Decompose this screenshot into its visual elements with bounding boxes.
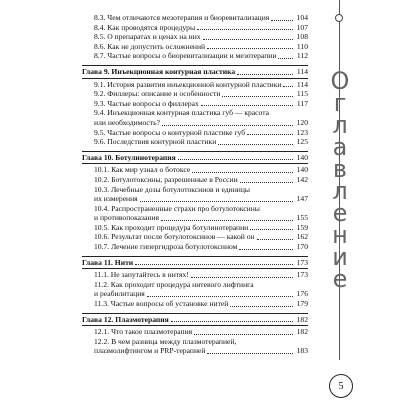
toc-dot-leader (237, 74, 293, 75)
toc-entry-title: 10.5. Как проходит процедура ботулинотерапии (94, 222, 249, 232)
toc-entry-title: 10.6. Результат после ботулотоксинов — какой он (94, 232, 255, 242)
toc-dot-leader (197, 29, 293, 30)
toc-entry-title: 9.4. Инъекционная контурная пластика губ — красота (94, 108, 270, 118)
toc-section-entry[interactable] (82, 204, 308, 223)
toc-entry-title: 9.3. Частые вопросы о филлерах (94, 98, 199, 108)
toc-section-entry[interactable] (82, 128, 308, 138)
chapter-rule (82, 256, 308, 257)
toc-entry-title: 8.4. Как проводятся процедуры (94, 22, 196, 32)
toc-section-entry[interactable] (82, 185, 308, 204)
toc-section-entry[interactable] (82, 51, 308, 61)
toc-section-entry[interactable] (82, 165, 308, 175)
toc-entry-page: 159 (294, 223, 308, 233)
toc-entry-title: 12.1. Что такое плазмотерапия (94, 327, 193, 337)
toc-entry-page: 162 (294, 232, 308, 242)
toc-entry-page: 114 (294, 67, 308, 77)
toc-entry-page: 115 (294, 89, 308, 99)
page-number (329, 374, 353, 398)
toc-entry-page: 107 (294, 23, 308, 33)
side-title-letter: л (332, 177, 348, 205)
toc-entry-title: Глава 12. Плазмотерапия (82, 314, 169, 324)
chapter-rule (82, 313, 308, 314)
toc-dot-leader (147, 296, 293, 297)
side-title-letter: л (332, 111, 348, 139)
toc-dot-leader (271, 20, 293, 21)
chapter-rule (82, 325, 308, 326)
toc-entry-page: 170 (294, 242, 308, 252)
toc-dot-leader (162, 125, 293, 126)
toc-dot-leader (230, 306, 293, 307)
toc-section-entry[interactable] (82, 42, 308, 52)
toc-entry-page: 110 (294, 42, 308, 52)
chapter-rule (82, 268, 308, 269)
toc-section-entry[interactable] (82, 327, 308, 337)
toc-entry-title: 11.1. Не запутайтесь в нитях! (94, 270, 189, 280)
toc-dot-leader (140, 201, 293, 202)
side-title-letter: г (333, 89, 347, 117)
toc-entry-title-cont: и противопоказания (94, 213, 160, 223)
toc-entry-title: 11.3. Частые вопросы об установке нитей (94, 299, 229, 309)
toc-entry-title: Глава 9. Инъекционная контурная пластика (82, 66, 236, 76)
toc-dot-leader (161, 220, 293, 221)
toc-section-entry[interactable] (82, 223, 308, 233)
toc-section-entry[interactable] (82, 232, 308, 242)
side-title-letter: и (332, 243, 348, 271)
toc-dot-leader (222, 96, 293, 97)
toc-entry-title: 8.7. Частые вопросы о биоревитализации и мезотерапии (94, 51, 277, 61)
toc-entry-title: 11.2. Как проходит процедура нитевого лифтинга (94, 279, 254, 289)
toc-entry-title-cont: плазмолифтингом и PRP-терапией (94, 346, 206, 356)
toc-dot-leader (247, 134, 293, 135)
toc-dot-leader (207, 353, 293, 354)
toc-entry-page: 179 (294, 299, 308, 309)
side-title-letter: е (332, 265, 348, 293)
toc-entry-title: 9.2. Филлеры: описание и особенности (94, 89, 221, 99)
toc-dot-leader (278, 58, 293, 59)
toc-dot-leader (171, 321, 293, 322)
toc-entry-page: 120 (294, 118, 308, 128)
toc-dot-leader (194, 334, 293, 335)
toc-section-entry[interactable] (82, 280, 308, 299)
toc-entry-page: 104 (294, 13, 308, 23)
toc-section-entry[interactable] (82, 89, 308, 99)
toc-section-entry[interactable] (82, 23, 308, 33)
toc-entry-title: 8.6. Как не допустить осложнений (94, 41, 206, 51)
toc-dot-leader (192, 172, 293, 173)
toc-entry-page: 176 (294, 289, 308, 299)
toc-dot-leader (178, 159, 293, 160)
toc-entry-page: 173 (294, 258, 308, 268)
toc-entry-title: 9.6. Последствия контурной пластики (94, 137, 217, 147)
toc-chapter-entry[interactable] (82, 67, 308, 77)
toc-section-entry[interactable] (82, 299, 308, 309)
toc-entry-page: 155 (294, 213, 308, 223)
toc-dot-leader (283, 86, 293, 87)
toc-entry-title: 10.3. Лечебные дозы ботулотоксинов и единицы (94, 184, 250, 194)
toc-section-entry[interactable] (82, 13, 308, 23)
toc-entry-title: Глава 11. Нити (82, 257, 134, 267)
toc-dot-leader (218, 144, 293, 145)
toc-entry-title-cont: и реабилитация (94, 289, 145, 299)
toc-entry-page: 108 (294, 32, 308, 42)
toc-entry-title: 8.5. О препаратах и ценах на них (94, 32, 201, 42)
side-title-letter: н (332, 221, 348, 249)
toc-entry-page: 142 (294, 175, 308, 185)
toc-entry-page: 140 (294, 153, 308, 163)
toc-entry-title: 10.2. Ботулотоксины, разрешенные в России (94, 174, 238, 184)
toc-entry-page: 125 (294, 137, 308, 147)
side-title-letter: е (332, 199, 348, 227)
toc-dot-leader (239, 249, 293, 250)
toc-entry-title: 12.2. В чем разница между плазмотерапией, (94, 336, 237, 346)
toc-dot-leader (203, 39, 293, 40)
toc-section-entry[interactable] (82, 175, 308, 185)
toc-entry-page: 114 (294, 80, 308, 90)
chapter-rule (82, 65, 308, 66)
table-of-contents (82, 13, 308, 356)
toc-section-entry[interactable] (82, 99, 308, 109)
toc-entry-title: 10.1. Как мир узнал о ботоксе (94, 165, 191, 175)
section-title-vertical (330, 67, 350, 293)
toc-dot-leader (191, 277, 293, 278)
toc-entry-page: 117 (294, 99, 308, 109)
toc-entry-page: 182 (294, 327, 308, 337)
toc-chapter-entry[interactable] (82, 153, 308, 163)
toc-section-entry[interactable] (82, 270, 308, 280)
toc-entry-page: 112 (294, 51, 308, 61)
toc-section-entry[interactable] (82, 137, 308, 147)
toc-section-entry[interactable] (82, 337, 308, 356)
toc-entry-page: 173 (294, 270, 308, 280)
toc-entry-page: 183 (294, 346, 308, 356)
toc-section-entry[interactable] (82, 80, 308, 90)
toc-section-entry[interactable] (82, 32, 308, 42)
toc-entry-page: 140 (294, 165, 308, 175)
toc-entry-title: 9.1. История развития инъекционной контурной пластики (94, 79, 282, 89)
toc-section-entry[interactable] (82, 108, 308, 127)
toc-entry-page: 182 (294, 315, 308, 325)
toc-entry-page: 147 (294, 194, 308, 204)
toc-entry-title-cont: их измерения (94, 194, 138, 204)
chapter-rule (82, 78, 308, 79)
page-number-text: 5 (338, 380, 344, 392)
toc-dot-leader (250, 229, 293, 230)
decorative-circle (335, 14, 343, 22)
toc-entry-title: 10.4. Распространенные страхи про ботулотоксины (94, 203, 260, 213)
toc-dot-leader (207, 48, 293, 49)
toc-section-entry[interactable] (82, 242, 308, 252)
side-title-letter: а (332, 133, 348, 161)
toc-entry-title: 8.3. Чем отличаются мезотерапия и биоревитализация (94, 13, 270, 22)
chapter-rule (82, 163, 308, 164)
toc-chapter-entry[interactable] (82, 258, 308, 268)
toc-dot-leader (240, 182, 293, 183)
toc-entry-title: 9.5. Частые вопросы о контурной пластике губ (94, 127, 246, 137)
toc-entry-title-cont: или необходимость? (94, 117, 160, 127)
toc-chapter-entry[interactable] (82, 315, 308, 325)
toc-dot-leader (135, 264, 293, 265)
toc-dot-leader (257, 239, 293, 240)
side-title-letter: в (332, 155, 348, 183)
side-title-letter: О (330, 67, 350, 95)
toc-dot-leader (201, 105, 293, 106)
toc-entry-page: 123 (294, 128, 308, 138)
toc-entry-title: 10.7. Лечение гипергидроза ботулотоксином (94, 242, 238, 252)
toc-entry-title: Глава 10. Ботулинотерапия (82, 152, 176, 162)
chapter-rule (82, 151, 308, 152)
